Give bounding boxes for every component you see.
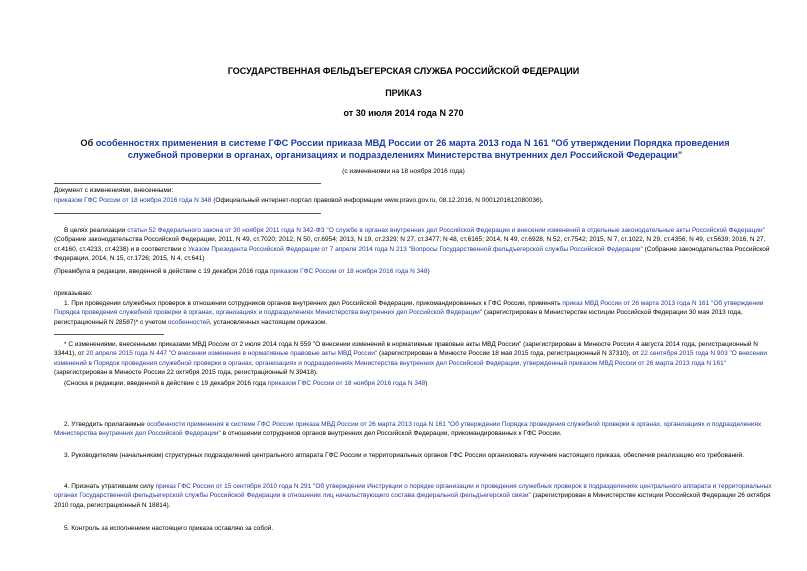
item-4-text-1: 4. Признать утратившим силу bbox=[64, 483, 156, 490]
item-1-text-1: 1. При проведении служебных проверок в отношении сотрудников органов внутренних дел Российской Федерации, прикомандированных к ГФС России, применять bbox=[64, 300, 563, 307]
preamble-note-text: (Преамбула в редакции, введенной в действие с 19 декабря 2016 года bbox=[54, 268, 271, 275]
divider-mid bbox=[54, 213, 321, 214]
title-prefix: Об bbox=[80, 138, 96, 148]
agency-heading: ГОСУДАРСТВЕННАЯ ФЕЛЬДЪЕГЕРСКАЯ СЛУЖБА РОССИЙСКОЙ ФЕДЕРАЦИИ bbox=[227, 66, 580, 76]
preamble-text-2: (Собрание законодательства Российской Федерации, 2011, N 49, ст.7020; 2012, N 50, ст.6954; 2013, N 19, ст.2329; N 27, ст.3477; N 48, ст.6165; 2014, N 49, ст.6928, N 52, ст.7542; 2015, N 7, ст.1022, N 29, ст.4356, N 49, ст.5639; 2016, N 27, ст.4160, ст.4233, ст.4238) и в соответствии с bbox=[54, 236, 766, 253]
features-link[interactable]: особенностей bbox=[167, 318, 210, 326]
footnote bbox=[54, 340, 772, 378]
footnote-text-2: (зарегистрирован в Минюсте России 18 мая 2015 года, регистрационный N 37310), от bbox=[377, 350, 641, 358]
changes-intro: Документ с изменениями, внесенными: bbox=[54, 187, 174, 194]
preamble-edit-note bbox=[54, 267, 772, 276]
footnote-note-end: ) bbox=[425, 380, 428, 387]
order-447-link[interactable]: 20 апреля 2015 года N 447 "О внесении изменения в нормативные правовые акты МВД России" bbox=[86, 350, 378, 358]
footnote-note-link[interactable]: приказом ГФС России от 18 ноября 2016 года N 348 bbox=[267, 380, 426, 387]
item-5 bbox=[54, 524, 772, 533]
item-4-text-2: (зарегистрирован в Министерстве юстиции Российской Федерации 26 октября 2010 года, регистрационный N 18814). bbox=[54, 492, 771, 509]
divider-top bbox=[54, 183, 321, 184]
order-903-link[interactable]: 22 сентября 2015 года N 903 "О внесении изменений в Порядок проведения служебной проверки в органах, организациях и подразделениях Министерства внутренних дел Российской Федерации, утвержденный приказом МВД России от 26 марта 2013 года N 161" bbox=[54, 350, 768, 367]
preamble-note-end: ) bbox=[427, 268, 430, 275]
revision-note: (с изменениями на 18 ноября 2016 года) bbox=[342, 168, 465, 175]
footnote-edit-note bbox=[54, 379, 772, 388]
preamble-text-1: В целях реализации bbox=[64, 227, 128, 234]
footnote-note-text: (Сноска в редакции, введенной в действие с 19 декабря 2016 года bbox=[64, 380, 268, 387]
preamble-text-3: (Собрание законодательства Российской Федерации, 2014, N 15, ст.1726; 2015, N 4, ст.641) bbox=[54, 245, 770, 263]
item-2-text-1: 2. Утвердить прилагаемые bbox=[64, 421, 147, 428]
item-1-text-2: (зарегистрирован в Министерстве юстиции Российской Федерации 30 мая 2013 года, регистрационный N 28587)* с учетом bbox=[54, 309, 743, 326]
features-doc-link[interactable]: особенности применения в системе ГФС России приказа МВД России от 26 марта 2013 года N 161 "Об утверждении Порядка проведения служебной проверки в органах, организациях и подразделениях Министерства внутренних дел Российской Федерации" bbox=[54, 421, 762, 438]
document-title bbox=[60, 137, 750, 161]
item-3 bbox=[54, 451, 772, 460]
law-342-link[interactable]: статьи 52 Федерального закона от 30 ноября 2011 года N 342-ФЗ "О службе в органах внутренних дел Российской Федерации и внесении изменений в отдельные законодательные акты Российской Федерации" bbox=[127, 227, 765, 234]
preamble-note-link[interactable]: приказом ГФС России от 18 ноября 2016 года N 348 bbox=[270, 268, 428, 275]
preamble bbox=[54, 226, 772, 264]
item-1 bbox=[54, 299, 772, 327]
footnote-text-3: (зарегистрирован в Минюсте России 22 октября 2015 года, регистрационный N 39418). bbox=[54, 369, 318, 377]
order-161-link[interactable]: приказ МВД России от 26 марта 2013 года N 161 "Об утверждении Порядка проведения служебной проверки в органах, организациях и подразделениях Министерства внутренних дел Российской Федерации" bbox=[54, 300, 764, 317]
doc-type-heading: ПРИКАЗ bbox=[385, 88, 422, 98]
doc-date-number: от 30 июля 2014 года N 270 bbox=[343, 108, 464, 118]
item-5-text: 5. Контроль за исполнением настоящего приказа оставляю за собой. bbox=[64, 525, 274, 532]
footnote-text-1: * С изменениями, внесенными приказами МВД России от 2 июля 2014 года N 559 "О внесении изменений в нормативные правовые акты МВД России" (зарегистрирован в Минюсте России 4 августа 2014 года, регистрационный N 33441), от bbox=[54, 341, 758, 358]
changes-link[interactable]: приказом ГФС России от 18 ноября 2016 года N 348 bbox=[54, 197, 212, 204]
decree-213-link[interactable]: Указом Президента Российской Федерации от 7 апреля 2014 года N 213 "Вопросы Государственной фельдъегерской службы Российской Федерации" bbox=[188, 245, 643, 253]
changes-line bbox=[54, 196, 774, 205]
item-2-text-2: в отношении сотрудников органов внутренних дел Российской Федерации, прикомандированных к ГФС России. bbox=[220, 430, 562, 438]
item-2 bbox=[54, 420, 772, 439]
title-link[interactable]: особенностях применения в системе ГФС России приказа МВД России от 26 марта 2013 года N 161 "Об утверждении Порядка проведения служебной проверки в органах, организациях и подразделениях Министерства внутренних дел Российской Федерации" bbox=[95, 138, 730, 160]
order-word: приказываю: bbox=[54, 290, 93, 297]
item-4 bbox=[54, 482, 772, 510]
footnote-divider bbox=[54, 334, 164, 335]
order-291-link[interactable]: приказ ГФС России от 15 сентября 2010 года N 291 "Об утверждении Инструкции о порядке организации и проведения служебных проверок в подразделениях центрального аппарата и территориальных органах Государственной фельдъегерской службы Российской Федерации в отношении лиц начальствующего состава федеральной фельдъегерской связи" bbox=[54, 483, 772, 500]
changes-source: (Официальный интернет-портал правовой информации www.pravo.gov.ru, 08.12.2016, N 0001201612080036). bbox=[211, 197, 544, 204]
item-3-text: 3. Руководителям (начальникам) структурных подразделений центрального аппарата ГФС России и территориальных органов ГФС России организовать изучение настоящего приказа, обеспечив реализацию его требований. bbox=[64, 452, 745, 459]
item-1-text-3: , установленных настоящим приказом. bbox=[209, 318, 328, 326]
